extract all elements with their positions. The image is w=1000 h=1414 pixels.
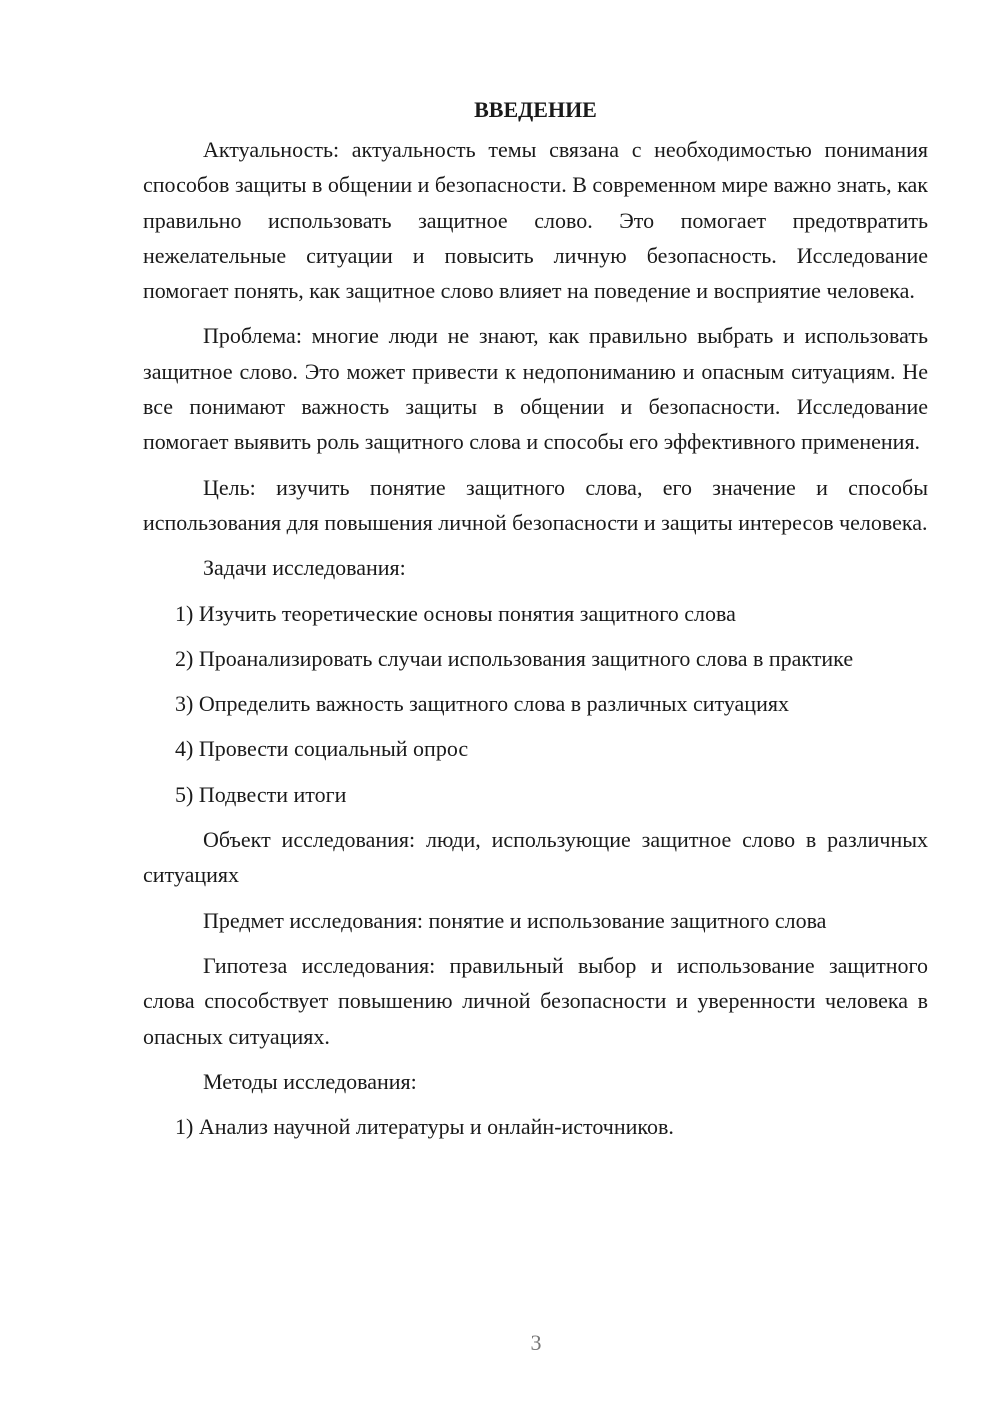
tasks-heading: Задачи исследования: (203, 555, 406, 581)
paragraph-hypothesis: Гипотеза исследования: правильный выбор и использование защитного слова способствует повышению личной безопасности и уверенности человека в опасных ситуациях. (143, 952, 928, 1049)
methods-heading: Методы исследования: (203, 1068, 417, 1094)
document-page (143, 92, 928, 1154)
paragraph-goal: Цель: изучить понятие защитного слова, его значение и способы использования для повышения личной безопасности и защиты интересов человека. (143, 474, 928, 535)
paragraph-problem: Проблема: многие люди не знают, как правильно выбрать и использовать защитное слово. Это может привести к недопониманию и опасным ситуациям. Не все понимают важность защиты в общении и безопасности. Исследование помогает выявить роль защитного слова и способы его эффективного применения. (143, 323, 928, 455)
task-item-1: 1) Изучить теоретические основы понятия защитного слова (175, 600, 736, 626)
task-item-2: 2) Проанализировать случаи использования защитного слова в практике (175, 645, 854, 671)
paragraph-object: Объект исследования: люди, использующие защитное слово в различных ситуациях (143, 827, 928, 888)
task-item-5: 5) Подвести итоги (175, 781, 347, 807)
task-item-4: 4) Провести социальный опрос (175, 736, 469, 762)
method-item-1: 1) Анализ научной литературы и онлайн-источников. (175, 1114, 674, 1140)
page-title: ВВЕДЕНИЕ (474, 97, 597, 122)
task-item-3: 3) Определить важность защитного слова в различных ситуациях (175, 691, 789, 717)
paragraph-subject: Предмет исследования: понятие и использование защитного слова (203, 907, 827, 933)
paragraph-relevance: Актуальность: актуальность темы связана с необходимостью понимания способов защиты в общении и безопасности. В современном мире важно знать, как правильно использовать защитное слово. Это помогает предотвратить нежелательные ситуации и повысить личную безопасность. Исследование помогает понять, как защитное слово влияет на поведение и восприятие человека. (143, 137, 928, 304)
page-number: 3 (530, 1330, 542, 1355)
